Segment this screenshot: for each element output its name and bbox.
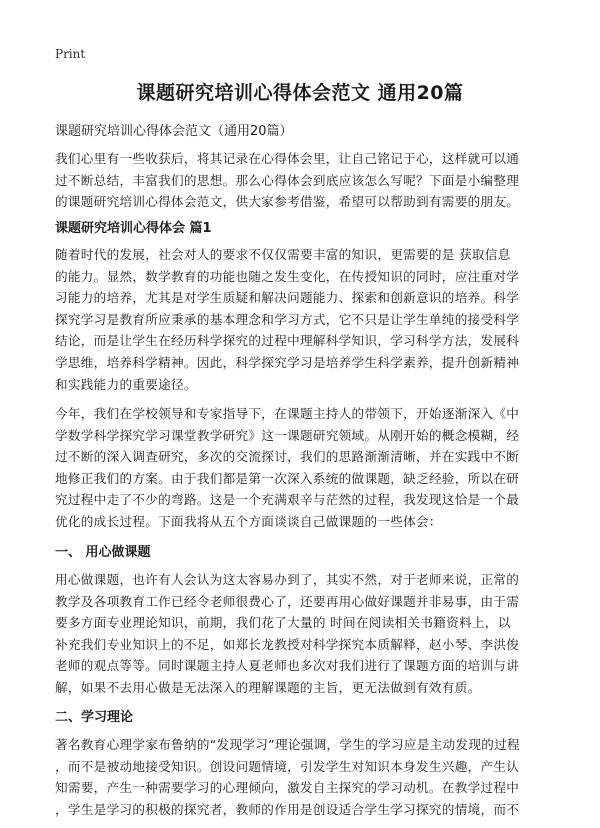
text-line: 优化的成长过程。下面我将从五个方面谈谈自己做课题的一些体会： [55,513,442,529]
text-line: 的能力。显然，数学教育的功能也随之发生变化，在传授知识的同时，应注重对学 [55,268,520,284]
text-line: 知需要，产生一种需要学习的心理倾向，激发自主探究的学习动机。在教学过程中 [55,780,520,796]
paragraph-1 [55,244,547,395]
section-heading-1: 课题研究培训心得体会 篇1 [55,221,212,236]
text-line: 地修正我们的方案。由于我们都是第一次深入系统的做课题，缺乏经验，所以在研 [55,470,520,486]
text-line: 今年，我们在学校领导和专家指导下，在课题主持人的带领下，开始逐渐深入《中 [55,406,520,421]
paragraph-4 [55,734,547,820]
subtitle: 课题研究培训心得体会范文（通用20篇） [55,124,293,139]
text-line: ，学生是学习的积极的探究者，教师的作用是创设适合学生学习探究的情境，而不 [55,801,520,817]
text-line: 和实践能力的重要途径。 [55,376,197,392]
text-line: 著名教育心理学家布鲁纳的“发现学习”理论强调，学生的学习应是主动发现的过程 [55,737,520,752]
text-line: 随着时代的发展，社会对人的要求不仅仅需要丰富的知识，更需要的是 获取信息 [55,247,511,262]
text-line: 老师的观点等等。同时课题主持人夏老师也多次对我们进行了课题方面的培训与讲 [55,658,520,674]
text-line: 教学及各项教育工作已经令老师很费心了，还要再用心做好课题并非易事，由于需 [55,593,520,609]
text-line: 解，如果不去用心做是无法深入的理解课题的主旨，更无法做到有效有质。 [55,679,481,695]
text-line: 的课题研究培训心得体会范文，供大家参考借鉴，希望可以帮助到有需要的朋友。 [55,194,520,210]
text-line: 过不断总结，丰富我们的思想。那么心得体会到底应该怎么写呢？下面是小编整理 [55,172,520,188]
print-label[interactable]: Print [55,47,86,61]
text-line: 习能力的培养，尤其是对学生质疑和解决问题能力、探索和创新意识的培养。科学 [55,290,520,306]
text-line: 究过程中走了不少的弯路。这是一个充满艰辛与茫然的过程，我发现这恰是一个最 [55,492,520,508]
text-line: 用心做课题，也许有人会认为这太容易办到了，其实不然，对于老师来说，正常的 [55,572,520,587]
text-line: 学数学科学探究学习课堂教学研究》这一课题研究领域。从刚开始的概念模糊，经 [55,427,520,443]
page-title: 课题研究培训心得体会范文 通用20篇 [136,82,464,104]
text-line: 探究学习是教育所应秉承的基本理念和学习方式，它不只是让学生单纯的接受科学 [55,311,520,327]
section-heading-a: 一、 用心做课题 [55,545,151,560]
text-line: ，而不是被动地接受知识。创设问题情境，引发学生对知识本身发生兴趣，产生认 [55,758,520,774]
paragraph-2 [55,403,547,533]
paragraph-3 [55,569,547,699]
text-line: 我们心里有一些收获后，将其记录在心得体会里，让自己铭记于心，这样就可以通 [55,151,520,166]
intro-paragraph [55,148,547,213]
section-heading-b: 二、学习理论 [55,710,134,725]
text-line: 补充我们专业知识上的不足，如郑长龙教授对科学探究本质解释，赵小琴、李洪俊 [55,636,520,652]
text-line: 过不断的深入调查研究，多次的交流探讨，我们的思路渐渐清晰，并在实践中不断 [55,449,520,465]
text-line: 学思维，培养科学精神。因此，科学探究学习是培养学生科学素养，提升创新精神 [55,354,520,370]
text-line: 结论，而是让学生在经历科学探究的过程中理解科学知识，学习科学方法，发展科 [55,333,520,349]
text-line: 要多方面专业理论知识，前期，我们花了大量的 时间在阅读相关书籍资料上，以 [55,615,511,631]
